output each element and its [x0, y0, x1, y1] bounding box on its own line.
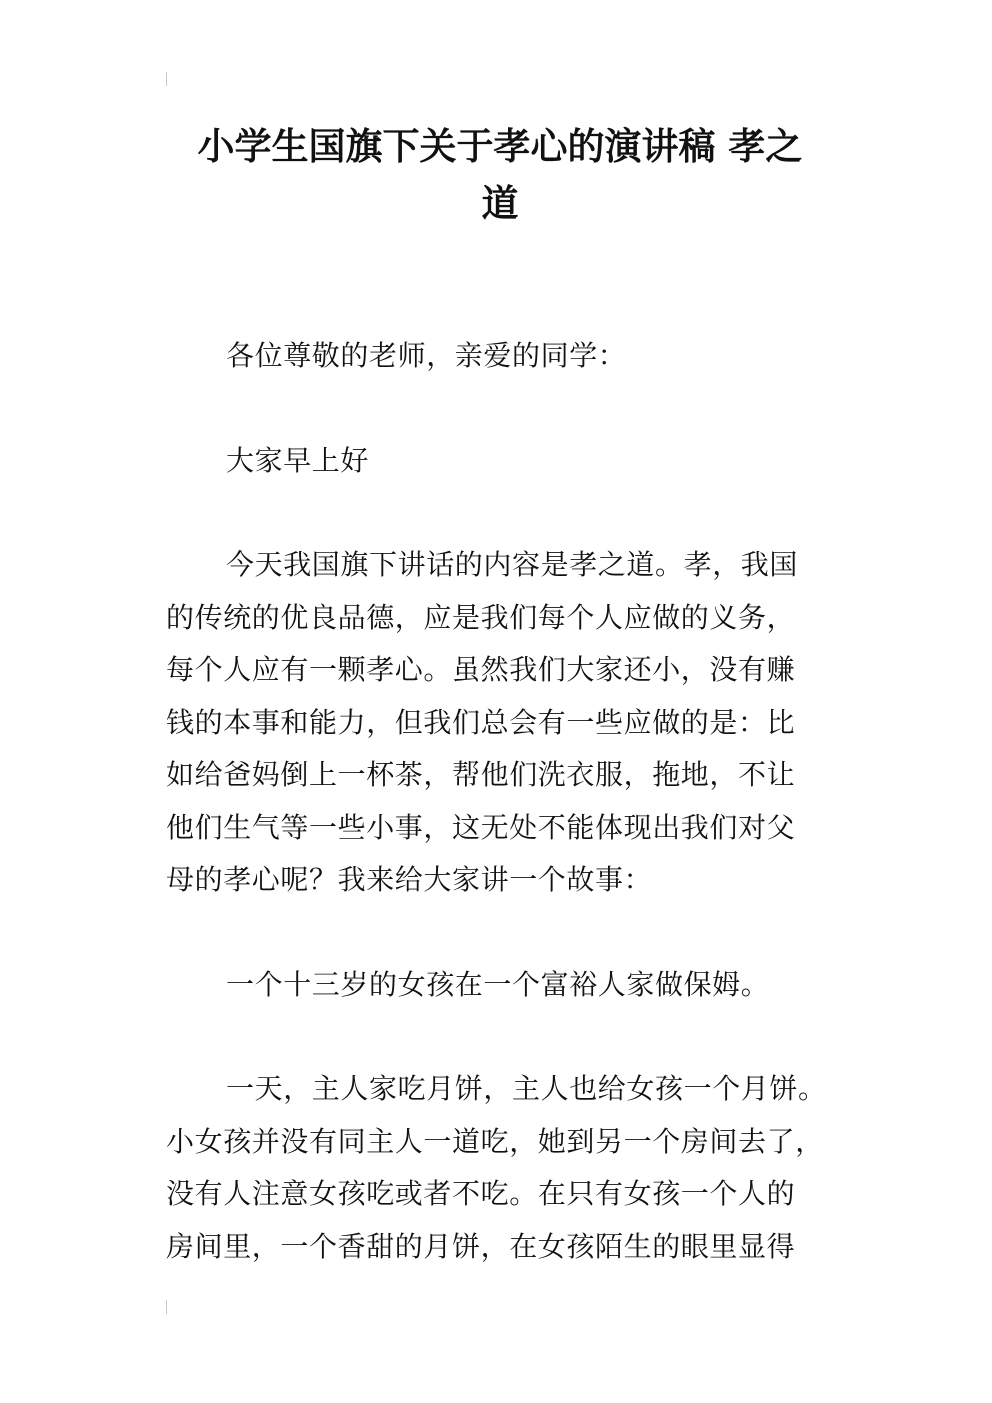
text-line: 各位尊敬的老师，亲爱的同学：: [226, 339, 627, 372]
document-title: [150, 118, 850, 232]
text-line: 母的孝心呢？我来给大家讲一个故事：: [166, 863, 653, 896]
paragraph-good-morning: [166, 435, 838, 488]
paragraph-greeting: [166, 330, 838, 383]
text-line: 房间里，一个香甜的月饼，在女孩陌生的眼里显得: [166, 1229, 796, 1263]
title-line: 道: [481, 182, 519, 225]
paragraph-story: [166, 1063, 838, 1273]
text-line: 如给爸妈倒上一杯茶，帮他们洗衣服，拖地，不让: [166, 758, 796, 791]
text-line: 一天，主人家吃月饼，主人也给女孩一个月饼。: [226, 1072, 827, 1105]
page-corner-mark-bottom: [166, 1300, 167, 1314]
document-body: [166, 330, 838, 1273]
text-line: 钱的本事和能力，但我们总会有一些应做的是：比: [166, 705, 796, 739]
text-line: 小女孩并没有同主人一道吃，她到另一个房间去了，: [166, 1124, 824, 1158]
paragraph-topic: [166, 539, 838, 907]
title-line: 小学生国旗下关于孝心的演讲稿 孝之: [197, 125, 803, 168]
text-line: 没有人注意女孩吃或者不吃。在只有女孩一个人的: [166, 1177, 796, 1210]
text-line: 一个十三岁的女孩在一个富裕人家做保姆。: [226, 967, 770, 1001]
text-line: 他们生气等一些小事，这无处不能体现出我们对父: [166, 810, 796, 844]
text-line: 大家早上好: [226, 443, 370, 477]
paragraph-story-intro: [166, 959, 838, 1012]
text-line: 的传统的优良品德，应是我们每个人应做的义务，: [166, 600, 796, 634]
text-line: 今天我国旗下讲话的内容是孝之道。孝，我国: [226, 548, 799, 581]
page-corner-mark-top: [166, 72, 167, 86]
text-line: 每个人应有一颗孝心。虽然我们大家还小，没有赚: [166, 653, 796, 686]
